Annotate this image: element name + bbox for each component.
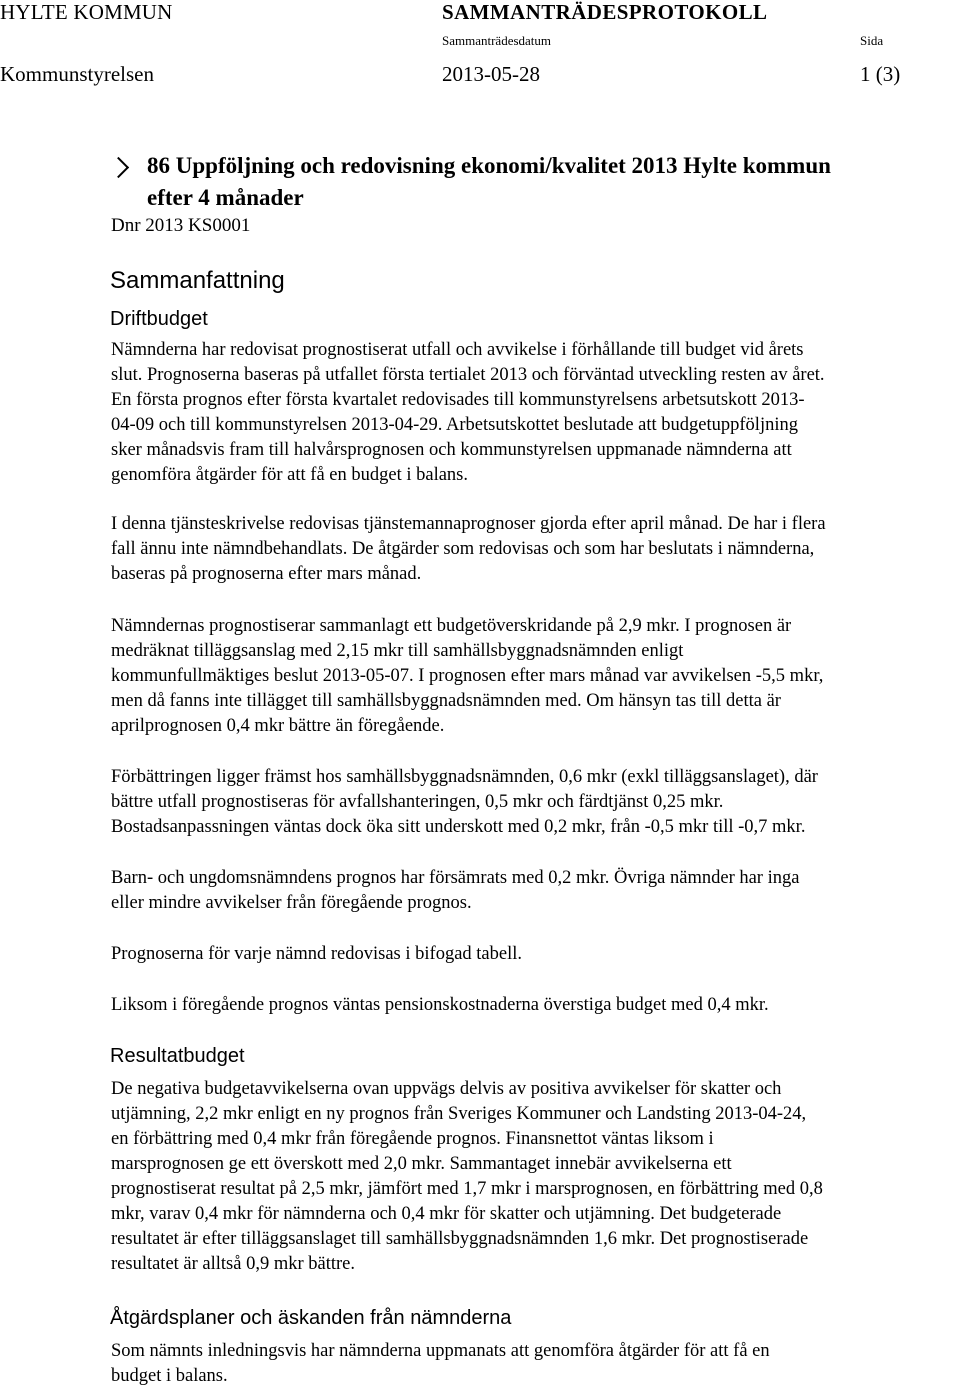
text-line: fall ännu inte nämndbehandlats. De åtgärder som redovisas och som har beslutats i nämnderna, xyxy=(111,539,815,559)
text-line: marsprognosen ge ett överskott med 2,0 mkr. Sammantaget innebär avvikelserna ett xyxy=(111,1154,732,1174)
text-line: sker månadsvis fram till halvårsprognosen och kommunstyrelsen uppmanade nämnderna att xyxy=(111,440,792,460)
paragraph xyxy=(111,1077,959,1277)
organization-name: HYLTE KOMMUN xyxy=(0,0,173,24)
paragraph xyxy=(111,338,959,488)
text-line: mkr, varav 0,4 mkr för nämnderna och 0,4 mkr för skatter och utjämning. Det budgeterade xyxy=(111,1204,782,1224)
text-line: De negativa budgetavvikelserna ovan uppvägs delvis av positiva avvikelser för skatter och xyxy=(111,1079,782,1099)
operating-budget-heading: Driftbudget xyxy=(110,308,208,330)
meeting-date: 2013-05-28 xyxy=(442,62,540,86)
text-line: En första prognos efter första kvartalet redovisades till kommunstyrelsens arbetsutskott 2013- xyxy=(111,390,805,410)
text-line: baseras på prognoserna efter mars månad. xyxy=(111,564,422,584)
text-line: utjämning, 2,2 mkr enligt en ny prognos från Sveriges Kommuner och Landsting 2013-04-24, xyxy=(111,1104,807,1124)
document-type: SAMMANTRÄDESPROTOKOLL xyxy=(442,0,768,24)
action-plans-heading: Åtgärdsplaner och äskanden från nämnderna xyxy=(110,1307,512,1329)
text-line: Bostadsanpassningen väntas dock öka sitt underskott med 0,2 mkr, från -0,5 mkr till -0,7 mkr. xyxy=(111,817,806,837)
text-line: Barn- och ungdomsnämndens prognos har försämrats med 0,2 mkr. Övriga nämnder har inga xyxy=(111,868,800,888)
text-line: I denna tjänsteskrivelse redovisas tjänstemannaprognoser gjorda efter april månad. De har i flera xyxy=(111,514,826,534)
text-line: en förbättring med 0,4 mkr från föregående prognos. Finansnettot väntas liksom i xyxy=(111,1129,714,1149)
text-line: kommunfullmäktiges beslut 2013-05-07. I prognosen efter mars månad var avvikelsen -5,5 mkr, xyxy=(111,666,824,686)
text-line: 04-09 och till kommunstyrelsen 2013-04-29. Arbetsutskottet beslutade att budgetuppföljning xyxy=(111,415,798,435)
item-title-line: 86 Uppföljning och redovisning ekonomi/kvalitet 2013 Hylte kommun xyxy=(147,153,831,178)
paragraph xyxy=(111,993,959,1018)
text-line: Som nämnts inledningsvis har nämnderna uppmanats att genomföra åtgärder för att få en xyxy=(111,1341,770,1361)
paragraph xyxy=(111,765,959,840)
text-line: Prognoserna för varje nämnd redovisas i bifogad tabell. xyxy=(111,944,522,964)
text-line: Nämndernas prognostiserar sammanlagt ett budgetöverskridande på 2,9 mkr. I prognosen är xyxy=(111,616,792,636)
result-budget-heading: Resultatbudget xyxy=(110,1045,245,1067)
text-line: eller mindre avvikelser från föregående prognos. xyxy=(111,893,472,913)
text-line: Liksom i föregående prognos väntas pensionskostnaderna överstiga budget med 0,4 mkr. xyxy=(111,995,769,1015)
paragraph xyxy=(111,614,959,739)
text-line: bättre utfall prognostiseras för avfallshanteringen, 0,5 mkr och färdtjänst 0,25 mkr. xyxy=(111,792,724,812)
page-label: Sida xyxy=(860,33,884,48)
paragraph xyxy=(111,942,959,967)
chevron-right-icon xyxy=(108,157,129,178)
text-line: Förbättringen ligger främst hos samhällsbyggnadsnämnden, 0,6 mkr (exkl tilläggsanslaget), där xyxy=(111,767,818,787)
meeting-date-label: Sammanträdesdatum xyxy=(442,33,552,48)
paragraph xyxy=(111,512,959,587)
text-line: medräknat tilläggsanslag med 2,15 mkr till samhällsbyggnadsnämnden enligt xyxy=(111,641,684,661)
text-line: men då fanns inte tillägget till samhällsbyggnadsnämnden med. Om hänsyn tas till detta är xyxy=(111,691,781,711)
board-name: Kommunstyrelsen xyxy=(0,62,154,86)
text-line: prognostiserat resultat på 2,5 mkr, jämfört med 1,7 mkr i marsprognosen, en förbättring med 0,8 xyxy=(111,1179,823,1199)
page-number: 1 (3) xyxy=(860,62,901,86)
text-line: resultatet är efter tilläggsanslaget till samhällsbyggnadsnämnden 1,6 mkr. Det prognostiserade xyxy=(111,1229,809,1249)
summary-heading: Sammanfattning xyxy=(110,267,285,294)
text-line: aprilprognosen 0,4 mkr bättre än föregående. xyxy=(111,716,445,736)
text-line: budget i balans. xyxy=(111,1366,228,1386)
paragraph xyxy=(111,1339,959,1389)
text-line: resultatet är alltså 0,9 mkr bättre. xyxy=(111,1254,356,1274)
case-number: Dnr 2013 KS0001 xyxy=(111,215,251,236)
item-title-line: efter 4 månader xyxy=(147,185,304,210)
text-line: genomföra åtgärder för att få en budget i balans. xyxy=(111,465,469,485)
paragraph xyxy=(111,866,959,916)
text-line: slut. Prognoserna baseras på utfallet första tertialet 2013 och förväntad utveckling resten av året. xyxy=(111,365,825,385)
text-line: Nämnderna har redovisat prognostiserat utfall och avvikelse i förhållande till budget vid årets xyxy=(111,340,804,360)
item-title xyxy=(147,150,957,214)
